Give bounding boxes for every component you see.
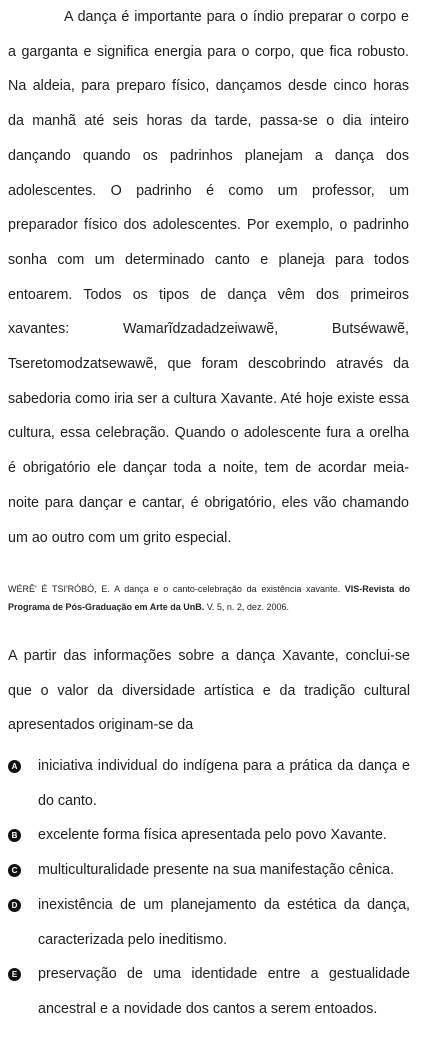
option-e-badge: E: [8, 968, 21, 981]
question-prompt: A partir das informações sobre a dança Xavante, conclui-se que o valor da diversidade artística e da tradição cultural apresentados originam-se da: [8, 648, 410, 733]
citation-volume: V. 5, n. 2, dez. 2006.: [204, 602, 289, 612]
option-e[interactable]: [8, 957, 410, 1026]
citation-text: WÉRÊ' É TSI'RÓBÓ, E. A dança e o canto-celebração da existência xavante.: [8, 584, 345, 594]
citation-journal: VIS-Revista do Programa de Pós-Graduação em Arte da UnB.: [8, 584, 410, 612]
option-b-badge: B: [8, 829, 21, 842]
option-d[interactable]: [8, 888, 410, 957]
passage-text: A dança é importante para o índio preparar o corpo e a garganta e significa energia para o corpo, que fica robusto. Na aldeia, para preparo físico, dançamos desde cinco horas da manhã até seis horas da tarde, passa-se o dia inteiro dançando quando os padrinhos planejam a dança dos adolescentes. O padrinho é como um professor, um preparador físico dos adolescentes. Por exemplo, o padrinho sonha com um determinado canto e planeja para todos entoarem. Todos os tipos de dança vêm dos primeiros xavantes: Wamarĩdzadadzeiwawẽ, Butséwawẽ, Tseretomodzatsewawẽ, que foram descobrindo através da sabedoria como iria ser a cultura Xavante. Até hoje existe essa cultura, essa celebração. Quando o adolescente fura a orelha é obrigatório ele dançar toda a noite, tem de acordar meia-noite para dançar e cantar, é obrigatório, eles vão chamando um ao outro com um grito especial.: [8, 9, 409, 546]
answer-options: [8, 749, 410, 1027]
option-b[interactable]: [8, 818, 410, 853]
option-c-text: multiculturalidade presente na sua manifestação cênica.: [38, 862, 395, 879]
option-b-text: excelente forma física apresentada pelo povo Xavante.: [38, 827, 387, 844]
option-a-badge: A: [8, 760, 21, 773]
option-d-badge: D: [8, 899, 21, 912]
option-a-text: iniciativa individual do indígena para a prática da dança e do canto.: [38, 758, 410, 809]
citation: [8, 580, 410, 616]
option-c-badge: C: [8, 864, 21, 877]
option-a[interactable]: [8, 749, 410, 818]
option-c[interactable]: [8, 853, 410, 888]
option-d-text: inexistência de um planejamento da estética da dança, caracterizada pelo ineditismo.: [38, 896, 410, 948]
option-e-text: preservação de uma identidade entre a gestualidade ancestral e a novidade dos cantos a serem entoados.: [38, 966, 410, 1017]
